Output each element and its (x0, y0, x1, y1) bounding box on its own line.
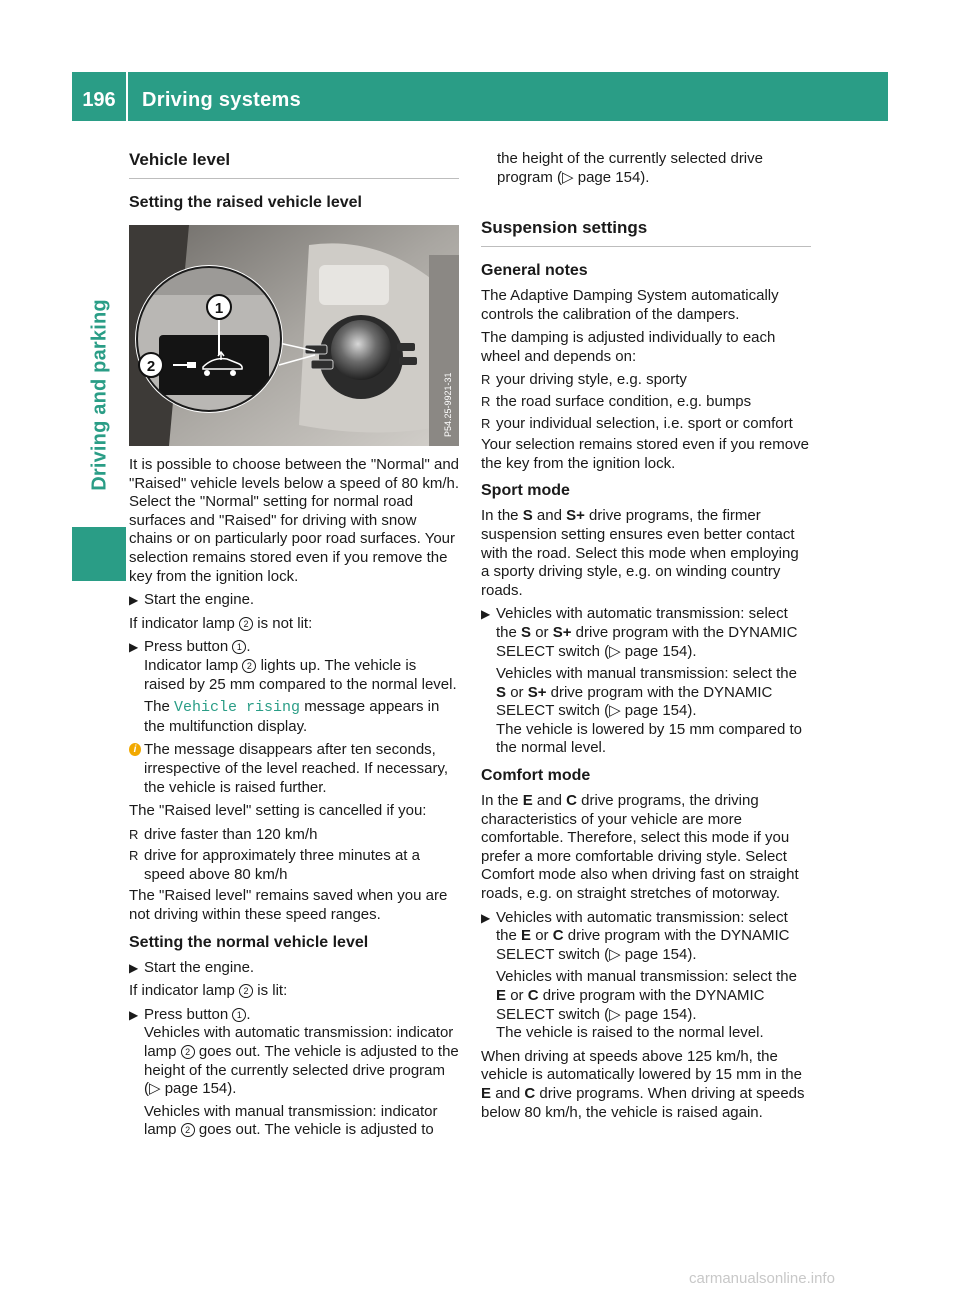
condition-not-lit: If indicator lamp 2 is not lit: (129, 614, 313, 632)
heading-suspension: Suspension settings (481, 218, 811, 247)
list-item: R your driving style, e.g. sporty (481, 371, 687, 389)
step-start-engine-2: ▶ Start the engine. (129, 958, 255, 976)
watermark: carmanualsonline.info (689, 1270, 835, 1287)
list-item: R drive for approximately three minutes at a speed above 80 km/h (129, 847, 420, 883)
page-number: 196 (82, 89, 116, 111)
list-item: R drive faster than 120 km/h (129, 825, 318, 843)
chapter-title: Driving systems (142, 89, 302, 111)
left-column (129, 150, 459, 1145)
step-sport-automatic: ▶ Vehicles with automatic transmission: select the S or S+ drive program with the DYNAMIC SELECT switch (▷ page 154). Vehicles with manual transmission: select the S or S+ drive program with the DYNAMIC SELECT switch (▷ page 154). The vehicle is lowered by 15 mm compared to the normal level. (481, 605, 802, 757)
step-press-button: ▶ Press button 1 . Indicator lamp 2 lights up. The vehicle is raised by 25 mm compared to the normal level. The Vehicle rising message appears in the multifunction display. (129, 638, 457, 735)
continued-text: the height of the currently selected drive program (▷ page 154). (497, 150, 763, 186)
side-tab-label: Driving and parking (88, 299, 111, 491)
arrow-icon: ▶ (481, 607, 491, 622)
callout-2-icon: 2 (239, 617, 253, 631)
page-header (72, 72, 888, 121)
bullet-icon: R (481, 372, 491, 388)
side-tab (85, 299, 115, 491)
heading-raised-level: Setting the raised vehicle level (129, 194, 362, 211)
callout-2-icon: 2 (181, 1045, 195, 1059)
info-note: i The message disappears after ten seconds, irrespective of the level reached. If necessary, the vehicle is raised further. (129, 741, 459, 797)
general-paragraph-2: The damping is adjusted individually to each wheel and depends on: (481, 329, 776, 365)
heading-vehicle-level: Vehicle level (129, 150, 459, 179)
center-console-photo (129, 225, 459, 446)
step-start-engine: ▶ Start the engine. (129, 591, 255, 609)
header-divider (126, 72, 128, 121)
list-item: R your individual selection, i.e. sport or comfort (481, 414, 793, 432)
callout-2-icon: 2 (239, 984, 253, 998)
arrow-icon: ▶ (129, 593, 139, 608)
heading-sport-mode: Sport mode (481, 482, 570, 500)
callout-2: 2 (146, 358, 156, 375)
callout-1-icon: 1 (232, 1008, 246, 1022)
info-icon: i (129, 743, 141, 756)
callout-2-icon: 2 (181, 1123, 195, 1137)
sport-paragraph: In the S and S+ drive programs, the firmer suspension setting ensures even better contact with the road. Select this mode when employing a sporty driving style, e.g. on winding country roads. (481, 507, 799, 599)
arrow-icon: ▶ (129, 1007, 139, 1022)
right-column (497, 150, 812, 192)
callout-2-icon: 2 (242, 659, 256, 673)
heading-normal-level: Setting the normal vehicle level (129, 933, 369, 951)
bullet-icon: R (129, 826, 139, 842)
general-paragraph-3: Your selection remains stored even if you remove the key from the ignition lock. (481, 436, 809, 472)
condition-lit: If indicator lamp 2 is lit: (129, 982, 288, 1000)
display-message: Vehicle rising (174, 699, 301, 717)
bullet-icon: R (481, 415, 491, 431)
figure-code: P54.25-9921-31 (443, 372, 453, 437)
saved-paragraph: The "Raised level" remains saved when you are not driving within these speed ranges. (129, 887, 448, 924)
arrow-icon: ▶ (129, 960, 139, 975)
side-tab-marker (72, 527, 126, 581)
right-column-main (481, 218, 811, 1127)
bullet-icon: R (129, 848, 139, 864)
heading-comfort-mode: Comfort mode (481, 767, 591, 785)
step-press-button-2: ▶ Press button 1 . Vehicles with automatic transmission: indicator lamp 2 goes out. The vehicle is adjusted to the height of the currently selected drive program (▷ page 154). Vehicles with manual transmission: indicator lamp 2 goes out. The vehicle is adjusted to (129, 1005, 459, 1139)
callout-1: 1 (214, 300, 224, 317)
step-comfort-automatic: ▶ Vehicles with automatic transmission: select the E or C drive program with the DYNAMIC SELECT switch (▷ page 154). Vehicles with manual transmission: select the E or C drive program with the DYNAMIC SELECT switch (▷ page 154). The vehicle is raised to the normal level. (481, 908, 797, 1042)
bullet-icon: R (481, 393, 491, 409)
cancel-intro: The "Raised level" setting is cancelled if you: (129, 802, 427, 820)
heading-general-notes: General notes (481, 262, 588, 279)
callout-1-icon: 1 (232, 640, 246, 654)
closing-paragraph: When driving at speeds above 125 km/h, the vehicle is automatically lowered by 15 mm in the E and C drive programs. When driving at speeds below 80 km/h, the vehicle is raised again. (481, 1047, 805, 1121)
arrow-icon: ▶ (481, 910, 491, 925)
general-paragraph-1: The Adaptive Damping System automatically controls the calibration of the dampers. (481, 287, 779, 323)
intro-paragraph: It is possible to choose between the "Normal" and "Raised" vehicle levels below a speed of 80 km/h. Select the "Normal" setting for normal road surfaces and "Raised" for driving with snow chains or on particularly poor road surfaces. Your selection remains stored even if you remove the key from the ignition lock. (129, 456, 459, 585)
arrow-icon: ▶ (129, 640, 139, 655)
list-item: R the road surface condition, e.g. bumps (481, 392, 752, 410)
comfort-paragraph: In the E and C drive programs, the driving characteristics of your vehicle are more comfortable. Therefore, select this mode if you prefer a more comfortable driving style. Select Comfort mode also when driving fast on straight roads, e.g. on straight stretches of motorway. (481, 792, 799, 903)
